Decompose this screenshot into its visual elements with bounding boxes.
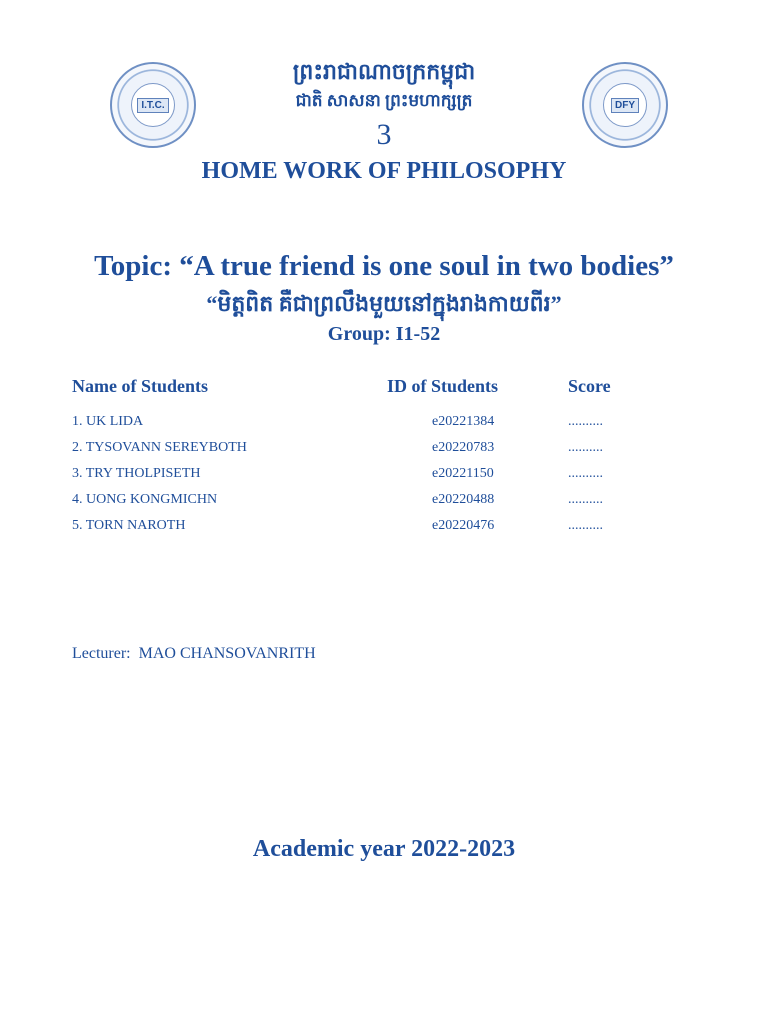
national-motto-khmer: ជាតិ សាសនា ព្រះមហាក្សត្រ <box>295 91 473 110</box>
topic-khmer: “មិត្តពិត គឺជាព្រលឹងមួយនៅក្នុងរាងកាយពីរ” <box>206 291 562 316</box>
student-name: 3. TRY THOLPISETH <box>72 466 201 481</box>
column-header-id: ID of Students <box>387 376 499 396</box>
student-name: 1. UK LIDA <box>72 414 144 429</box>
lecturer-name: Lecturer: MAO CHANSOVANRITH <box>72 645 316 662</box>
document-title: HOME WORK OF PHILOSOPHY <box>201 158 567 184</box>
student-name: 4. UONG KONGMICHN <box>72 492 218 507</box>
kingdom-title-khmer: ព្រះរាជាណាចក្រកម្ពុជា <box>292 59 476 84</box>
dfy-logo-text: DFY <box>611 98 639 113</box>
group-label: Group: I1-52 <box>327 323 441 345</box>
student-row <box>0 492 768 512</box>
student-id: e20221384 <box>432 414 495 429</box>
student-id: e20220476 <box>432 518 495 533</box>
student-name: 5. TORN NAROTH <box>72 518 186 533</box>
column-header-name: Name of Students <box>72 376 209 396</box>
student-score: .......... <box>568 414 603 429</box>
student-row <box>0 414 768 434</box>
student-id: e20220783 <box>432 440 495 455</box>
student-name: 2. TYSOVANN SEREYBOTH <box>72 440 247 455</box>
student-score: .......... <box>568 466 603 481</box>
student-score: .......... <box>568 440 603 455</box>
student-id: e20221150 <box>432 466 494 481</box>
student-row <box>0 518 768 538</box>
student-score: .......... <box>568 492 603 507</box>
student-id: e20220488 <box>432 492 495 507</box>
student-score: .......... <box>568 518 603 533</box>
student-row <box>0 466 768 486</box>
topic-english: Topic: “A true friend is one soul in two bodies” <box>94 250 674 282</box>
ornament-symbol: 3 <box>376 118 392 151</box>
itc-logo-text: I.T.C. <box>137 98 168 113</box>
academic-year: Academic year 2022-2023 <box>252 836 516 862</box>
student-row <box>0 440 768 460</box>
column-header-score: Score <box>568 376 611 396</box>
